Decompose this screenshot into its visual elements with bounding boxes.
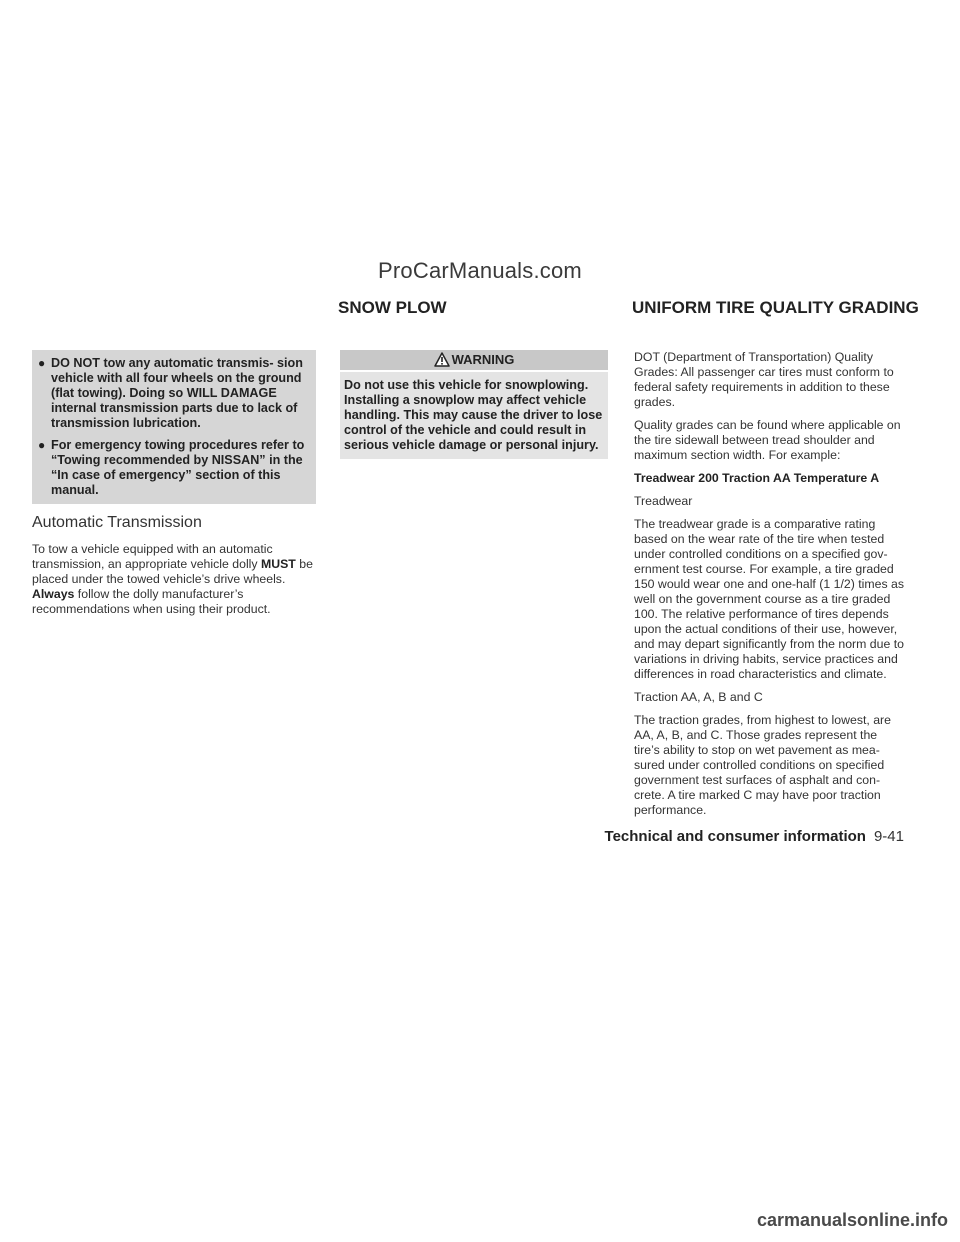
warning-header: [340, 350, 608, 370]
left-column: [32, 350, 316, 625]
para-text: To tow a vehicle equipped with an automatic transmission, an appropriate vehicle dolly: [32, 542, 273, 571]
page-footer: [580, 828, 904, 845]
middle-column: [340, 350, 608, 459]
warning-text: Do not use this vehicle for snowplowing. Installing a snowplow may affect vehicle handling. This may cause the driver to lose control of the vehicle and could result in serious vehicle damage or personal injury.: [340, 372, 608, 459]
section-heading-utqg: UNIFORM TIRE QUALITY GRADING: [632, 298, 919, 317]
para-text: follow the dolly manufacturer’s recommendations when using their product.: [32, 587, 271, 616]
warning-triangle-icon: [434, 352, 450, 367]
paragraph: The treadwear grade is a comparative rating based on the wear rate of the tire when tested under controlled conditions on a specified gov- ernment test course. For example, a tire graded 150 would wear one and one-half (1 1/2) times as well on the government course as a tire graded 100. The relative performance of tires depends upon the actual conditions of their use, however, and may depart significantly from the norm due to variations in driving habits, service practices and differences in road characteristics and climate.: [634, 517, 905, 681]
paragraph: The traction grades, from highest to lowest, are AA, A, B, and C. Those grades represent the tire’s ability to stop on wet pavement as mea- sured under controlled conditions on specified government test surfaces of asphalt and con- crete. A tire marked C may have poor traction performance.: [634, 713, 891, 817]
bullet-icon: ●: [38, 356, 46, 370]
paragraph-label: Treadwear: [634, 494, 693, 508]
section-heading-snow-plow: SNOW PLOW: [338, 298, 447, 317]
watermark: ProCarManuals.com: [378, 258, 582, 283]
bullet-text: For emergency towing procedures refer to “Towing recommended by NISSAN” in the “In case of emergency” section of this manual.: [51, 438, 305, 497]
right-column: [634, 350, 904, 826]
bottom-watermark: carmanualsonline.info: [756, 1210, 948, 1230]
para-emphasis: Always: [32, 587, 75, 601]
para-text: be placed under the towed vehicle’s drive wheels.: [32, 557, 313, 586]
warning-title: WARNING: [451, 352, 515, 367]
bullet-icon: ●: [38, 438, 46, 452]
bullet-item: [38, 438, 308, 498]
paragraph: Quality grades can be found where applicable on the tire sidewall between tread shoulder and maximum section width. For example:: [634, 418, 901, 462]
towing-paragraph: [32, 542, 316, 617]
footer-title: Technical and consumer information: [604, 828, 866, 845]
example-line: Treadwear 200 Traction AA Temperature A: [634, 471, 880, 485]
page-number: 9-41: [873, 828, 904, 845]
bullet-text: DO NOT tow any automatic transmis- sion vehicle with all four wheels on the ground (flat towing). Doing so WILL DAMAGE internal transmission parts due to lack of transmission lubrication.: [51, 356, 303, 430]
paragraph-label: Traction AA, A, B and C: [634, 690, 763, 704]
bullet-item: [38, 356, 308, 431]
subheading-automatic-transmission: Automatic Transmission: [32, 514, 202, 531]
caution-box: [32, 350, 316, 504]
para-emphasis: MUST: [260, 557, 296, 571]
paragraph: DOT (Department of Transportation) Quality Grades: All passenger car tires must conform to federal safety requirements in addition to these grades.: [634, 350, 894, 409]
